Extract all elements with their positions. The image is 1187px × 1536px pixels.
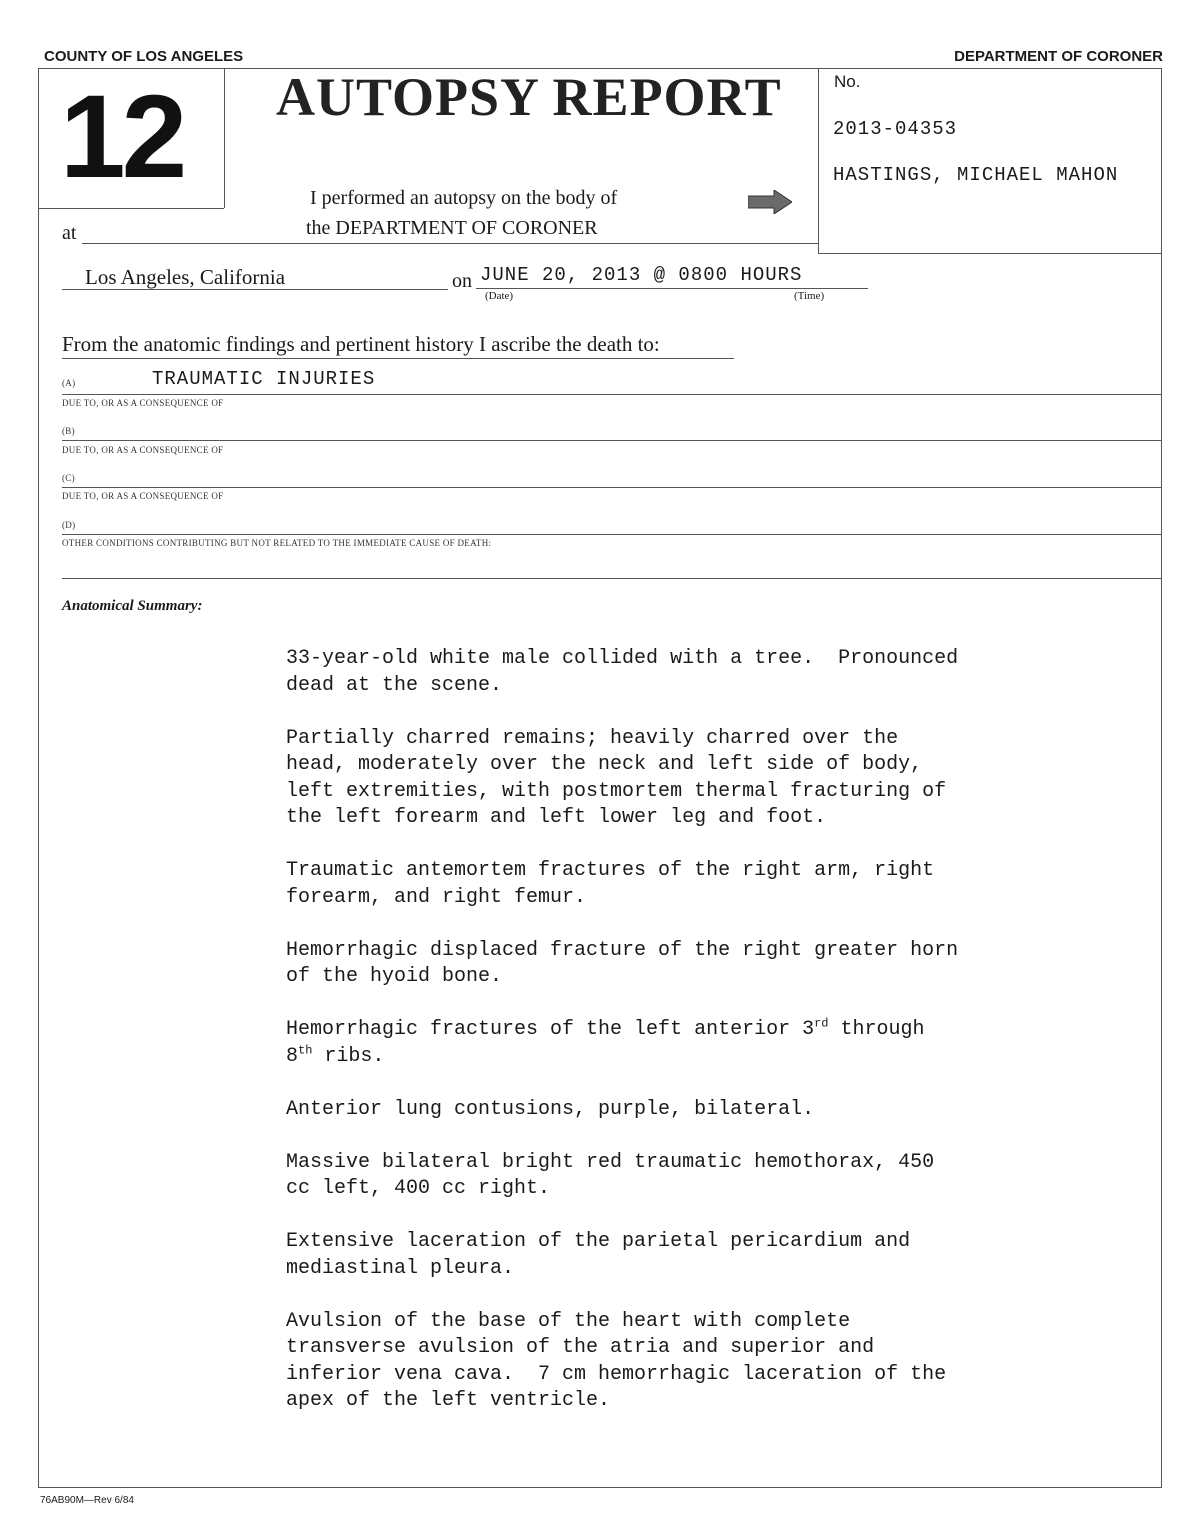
at-underline: [82, 243, 818, 244]
form-id: 76AB90M—Rev 6/84: [40, 1495, 134, 1506]
ascribe-statement: From the anatomic findings and pertinent history I ascribe the death to:: [62, 332, 660, 356]
summary-paragraph: Extensive laceration of the parietal pericardium and mediastinal pleura.: [286, 1230, 911, 1280]
autopsy-location: Los Angeles, California: [85, 265, 286, 289]
due-to-label: DUE TO, OR AS A CONSEQUENCE OF: [62, 491, 224, 501]
summary-paragraph: 33-year-old white male collided with a tree. Pronounced dead at the scene.: [286, 647, 959, 697]
summary-paragraph: Partially charred remains; heavily charred over the head, moderately over the neck and left side of body, left extremities, with postmortem thermal fracturing of the left forearm and left lower leg and foot.: [286, 726, 947, 829]
date-caption: (Date): [485, 290, 514, 302]
cause-c-letter: (C): [62, 473, 75, 483]
autopsy-date-time: JUNE 20, 2013 @ 0800 HOURS: [480, 264, 803, 286]
summary-text: through 8: [286, 1018, 925, 1068]
summary-paragraph: Avulsion of the base of the heart with complete transverse avulsion of the atria and superior and inferior vena cava. 7 cm hemorrhagic laceration of the apex of the left ventricle.: [286, 1309, 947, 1412]
decedent-name: HASTINGS, MICHAEL MAHON: [833, 164, 1119, 186]
time-caption: (Time): [794, 290, 825, 302]
summary-text: Hemorrhagic fractures of the left anterior 3: [286, 1018, 815, 1041]
anatomical-summary: [286, 646, 1106, 1441]
performed-statement: I performed an autopsy on the body of: [310, 187, 618, 209]
form-number: 12: [60, 71, 184, 203]
ordinal-suffix: rd: [814, 1016, 829, 1031]
report-title: AUTOPSY REPORT: [276, 67, 782, 127]
case-number-label: No.: [834, 72, 861, 91]
form-number-box-right: [224, 68, 225, 208]
case-box-bottom: [818, 253, 1162, 254]
cause-d-line: [62, 534, 1162, 535]
department-name: DEPARTMENT OF CORONER: [954, 48, 1163, 65]
on-label: on: [452, 270, 472, 292]
summary-text: ribs.: [312, 1044, 385, 1068]
body-of-statement: the DEPARTMENT OF CORONER: [306, 217, 598, 239]
other-conditions-line: [62, 578, 1162, 579]
case-number: 2013-04353: [833, 118, 958, 140]
cause-c-line: [62, 487, 1162, 488]
summary-paragraph: Anterior lung contusions, purple, bilateral.: [286, 1097, 815, 1121]
cause-b-letter: (B): [62, 426, 75, 436]
summary-paragraph: Hemorrhagic displaced fracture of the right greater horn of the hyoid bone.: [286, 938, 959, 988]
cause-b-line: [62, 440, 1162, 441]
right-arrow-icon: [748, 190, 792, 219]
other-conditions-label: OTHER CONDITIONS CONTRIBUTING BUT NOT RELATED TO THE IMMEDIATE CAUSE OF DEATH:: [62, 538, 492, 548]
at-label: at: [62, 222, 77, 244]
cause-d-letter: (D): [62, 520, 76, 530]
summary-paragraph: [286, 1017, 1106, 1070]
anatomical-summary-heading: Anatomical Summary:: [62, 598, 203, 614]
date-underline: [476, 288, 868, 289]
due-to-label: DUE TO, OR AS A CONSEQUENCE OF: [62, 445, 224, 455]
summary-paragraph: Traumatic antemortem fractures of the right arm, right forearm, and right femur.: [286, 859, 935, 909]
form-number-box-bottom: [38, 208, 224, 209]
ordinal-suffix: th: [298, 1042, 313, 1057]
due-to-label: DUE TO, OR AS A CONSEQUENCE OF: [62, 398, 224, 408]
summary-paragraph: Massive bilateral bright red traumatic hemothorax, 450 cc left, 400 cc right.: [286, 1150, 935, 1200]
cause-a-letter: (A): [62, 378, 76, 388]
case-box-left: [818, 68, 819, 254]
cause-a-value: TRAUMATIC INJURIES: [152, 368, 376, 390]
cause-a-line: [62, 394, 1162, 395]
ascribe-underline: [62, 358, 734, 359]
county-name: COUNTY OF LOS ANGELES: [44, 48, 244, 65]
